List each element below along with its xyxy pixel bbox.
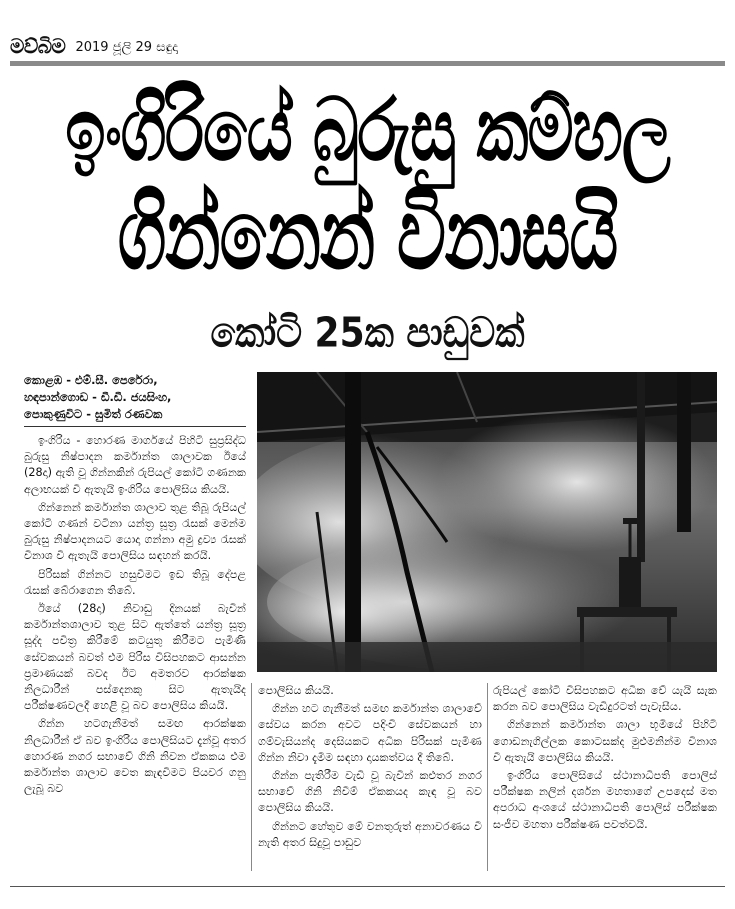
subheadline: කෝටි 25ක පාඩුවක් <box>210 309 525 357</box>
article-paragraph: ගින්නෙන් කර්මාන්ත ශාලාව තුළ තිබූ රුපියල් කෝටි ගණන් වටිනා යන්ත්‍ර සූත්‍ර රැසක් මෙන්ම බුරුසු නිෂ්පාදනයට යොදා ගන්නා අමු ද්‍රව්‍ය රැසක් විනාශ වී ඇතැයි පොලිසිය සඳහන් කරයි. <box>24 500 246 563</box>
byline-divider <box>24 426 246 427</box>
article-paragraph: ගින්න හට ගැනීමත් සමඟ කර්මාන්ත ශාලාවේ සේවය කරන අවට පදිංචි සේවකයන් හා ගම්වැසියන්ද දෙසියකට අධික පිරිසක් පැමිණ ගින්න නිවා දැමීම සඳහා දායකත්වය දී තිබේ. <box>258 702 482 764</box>
article-paragraph: ඉංගිරිය - හොරණ මාර්ගයේ පිහිටි සුප්‍රසිද්ධ බුරුසු නිෂ්පාදන කර්මාන්ත ශාලාවක ඊයේ (28දා) ඇති වූ ගින්නකින් රුපියල් කෝටි ගණනක අලාභයක් වී ඇතැයි ඉංගිරිය පොලිසිය කියයි. <box>24 434 246 496</box>
column-divider <box>251 683 252 871</box>
factory-fire-image <box>257 372 717 672</box>
article-paragraph: පිරිසක් ගින්නට හසුවීමට ඉඩ තිබූ දේපළ රැසක් බේරාගෙන තිබේ. <box>24 567 246 597</box>
headline-line-1: ඉංගිරියේ බුරුසු කම්හල <box>65 81 670 182</box>
newspaper-name: මව්බිම <box>10 34 66 58</box>
article-paragraph: පොලිසිය කියයි. <box>258 684 334 697</box>
article-paragraph: ගින්නට හේතුව මේ වනතුරුත් අනාවරණය වී නැති අතර සිදුවූ පාඩුව <box>258 819 482 849</box>
footer-rule <box>10 886 725 887</box>
article-paragraph: ගින්න හටගැනීමත් සමඟ ආරක්ෂක නිලධාරීන් ඒ බව ඉංගිරිය පොලිසියට දැන්වූ අතර හොරණ නගර සභාවේ ගිනි නිවන ඒකකය එම කර්මාන්ත ශාලාව වෙත කැඳවීමට පියවර ගනු ලැබූ බව <box>24 717 246 796</box>
article-column-1 <box>24 433 246 873</box>
article-column-3 <box>493 683 717 873</box>
article-paragraph: ගින්නෙන් කර්මාන්ත ශාලා භූමියේ පිහිටි ගොඩනැගිල්ලක කොටසක්ද මුළුමනින්ම විනාශ වී ඇතැයි පොලිසිය කියයි. <box>493 718 717 764</box>
publication-date: 2019 ජූලි 29 සඳුදා <box>75 40 178 55</box>
byline: පොකුණුවිට - සුමිත් රණවක <box>24 407 163 421</box>
article-paragraph: ගින්න පැතිරීම වැඩි වූ බැවින් කළුතර නගර සභාවේ ගිනි නිවීම් ඒකකයද කැඳ වූ බව පොලිසිය කියයි. <box>258 769 482 815</box>
column-divider <box>487 683 488 871</box>
article-column-2 <box>258 683 482 873</box>
byline: හඳපාන්ගොඩ - ඩී.ඩී. ජයසිංහ, <box>24 390 172 404</box>
headline-line-2: ගින්නෙන් විනාසයි <box>117 178 618 293</box>
byline: කොළඹ - එම්.සී. පෙරේරා, <box>24 373 158 387</box>
article-paragraph: රුපියල් කෝටි විසිපහකට අධික වේ යැයි සැක කරන බව පොලිසිය වැඩිදුරටත් පැවැසීය. <box>493 684 717 714</box>
article-paragraph: ඉංගිරිය පොලිසියේ ස්ථානාධිපති පොලිස් පරීක්ෂක නලින් දර්ශන මහතාගේ උපදෙස් මත අපරාධ අංශයේ ස්ථානාධිපති පොලිස් පරීක්ෂක සංජීව මහතා පරීක්ෂණ පවත්වයි. <box>493 769 717 831</box>
article-paragraph: ඊයේ (28දා) නිවාඩු දිනයක් බැවින් කර්මාන්තශාලාව තුළ සිට ඇත්තේ යන්ත්‍ර සූත්‍ර සූද්ද පවිත්‍ර කිරීමේ කටයුතු කිරීමට පැමිණි සේවකයන් බවත් එම පිරිස විසිපහකට ආසන්න ප්‍රමාණයක් බවද ඊට අමතරව ආරක්ෂක නිලධාරීන් පස්දෙනකු සිට ඇතැයිද පරීක්ෂණවලදී හෙළි වූ බව පොලිසිය කියයි. <box>24 602 246 713</box>
masthead <box>10 28 178 58</box>
fire-photo <box>257 372 717 672</box>
bylines <box>24 372 250 423</box>
header-rule <box>10 61 725 66</box>
